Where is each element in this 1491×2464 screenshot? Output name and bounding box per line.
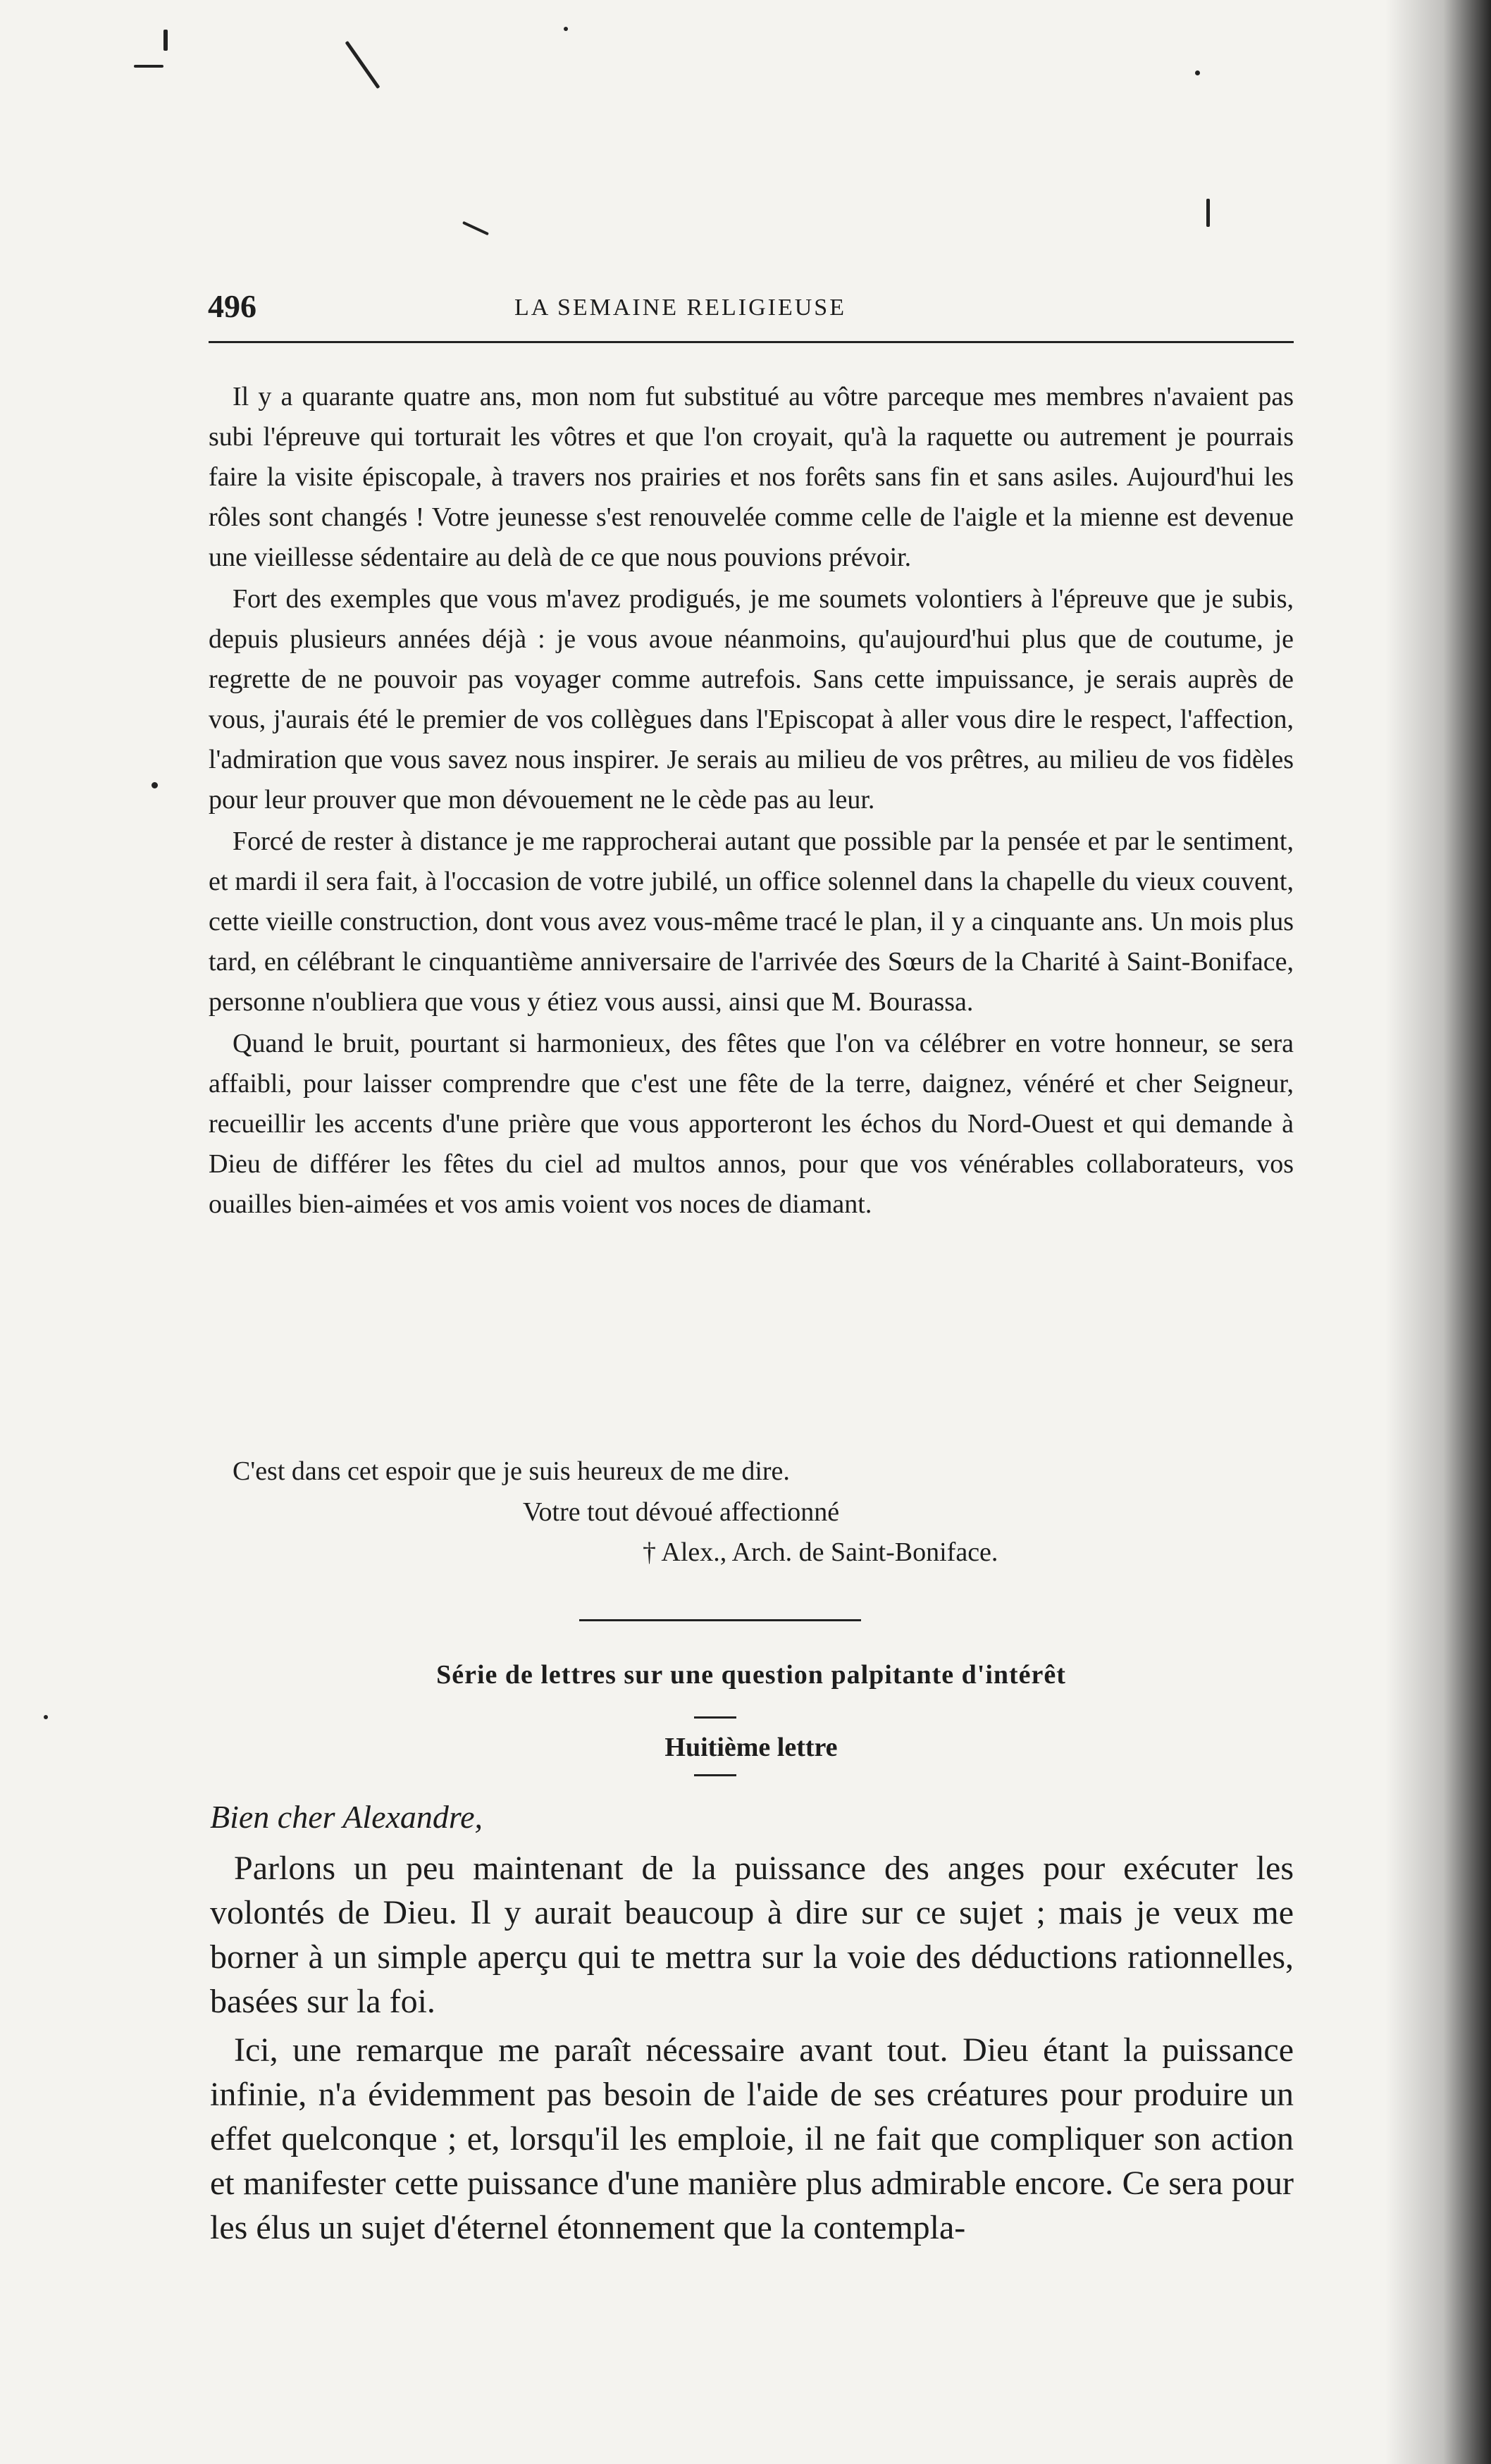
letter-paragraph: Forcé de rester à distance je me rapprocherai autant que possible par la pensée et par le sentiment, et mardi il sera fait, à l'occasion de votre jubilé, un office solennel dans la chapelle du vieux couvent, cette vieille construction, dont vous avez vous-même tracé le plan, il y a cinquante ans. Un mois plus tard, en célébrant le cinquantième anniversaire de l'arrivée des Sœurs de la Charité à Saint-Boniface, personne n'oubliera que vous y étiez vous aussi, ainsi que M. Bourassa. [209, 827, 1294, 1017]
ink-speck [1195, 70, 1200, 75]
ink-speck [44, 1715, 48, 1719]
signature: † Alex., Arch. de Saint-Boniface. [643, 1537, 998, 1567]
signoff-line: Votre tout dévoué affectionné [523, 1497, 840, 1527]
ink-speck [345, 41, 381, 89]
letter-paragraph: Ici, une remarque me paraît nécessaire avant tout. Dieu étant la puissance infinie, n'a évidemment pas besoin de l'aide de ses créatures pour produire un effet quelconque ; et, lorsqu'il les emploie, il ne fait que compliquer son action et manifester cette puissance d'une manière plus admirable encore. Ce sera pour les élus un sujet d'éternel étonnement que la contempla- [210, 2031, 1294, 2246]
letter-closing: C'est dans cet espoir que je suis heureux de me dire. [233, 1456, 790, 1486]
section-divider [579, 1619, 861, 1621]
title-dash [694, 1716, 736, 1719]
header-rule [209, 341, 1294, 343]
ink-speck [163, 30, 168, 51]
salutation: Bien cher Alexandre, [210, 1799, 483, 1835]
letter-paragraph: Il y a quarante quatre ans, mon nom fut substitué au vôtre parceque mes membres n'avaient pas subi l'épreuve qui torturait les vôtres et que l'on croyait, qu'à la raquette ou autrement je pourrais faire la visite épiscopale, à travers nos prairies et nos forêts sans fin et sans asiles. Aujourd'hui les rôles sont changés ! Votre jeunesse s'est renouvelée comme celle de l'aigle et la mienne est devenue une vieillesse sédentaire au delà de ce que nous pouvions prévoir. [209, 382, 1294, 572]
letter-paragraph: Fort des exemples que vous m'avez prodigués, je me soumets volontiers à l'épreuve que je subis, depuis plusieurs années déjà : je vous avoue néanmoins, qu'aujourd'hui plus que de coutume, je regrette de ne pouvoir pas voyager comme autrefois. Sans cette impuissance, je serais auprès de vous, j'aurais été le premier de vos collègues dans l'Episcopat à aller vous dire le respect, l'affection, l'admiration que vous savez nous inspirer. Je serais au milieu de vos prêtres, au milieu de vos fidèles pour leur prouver que mon dévouement ne le cède pas au leur. [209, 584, 1294, 815]
series-title: Série de lettres sur une question palpitante d'intérêt [436, 1660, 1066, 1690]
letter-text [209, 377, 1294, 1226]
ink-speck [134, 65, 163, 68]
letter-title: Huitième lettre [664, 1733, 838, 1762]
letter-body [210, 1846, 1294, 2254]
ink-speck [151, 782, 158, 788]
page-header [208, 287, 1293, 337]
ink-speck [462, 221, 489, 236]
book-spine-shadow [1385, 0, 1491, 2464]
page-number: 496 [208, 288, 256, 324]
letter-paragraph: Parlons un peu maintenant de la puissance des anges pour exécuter les volontés de Dieu. Il y aurait beaucoup à dire sur ce sujet ; mais je veux me borner à un simple aperçu qui te mettra sur la voie des déductions rationnelles, basées sur la foi. [210, 1850, 1294, 2020]
title-dash [694, 1774, 736, 1776]
ink-speck [1206, 199, 1210, 227]
ink-speck [564, 27, 568, 31]
letter-paragraph: Quand le bruit, pourtant si harmonieux, des fêtes que l'on va célébrer en votre honneur, se sera affaibli, pour laisser comprendre que c'est une fête de la terre, daignez, vénéré et cher Seigneur, recueillir les accents d'une prière que vous apporteront les échos du Nord-Ouest et qui demande à Dieu de différer les fêtes du ciel ad multos annos, pour que vos vénérables collaborateurs, vos ouailles bien-aimées et vos amis voient vos noces de diamant. [209, 1029, 1294, 1219]
running-head: LA SEMAINE RELIGIEUSE [514, 295, 846, 321]
